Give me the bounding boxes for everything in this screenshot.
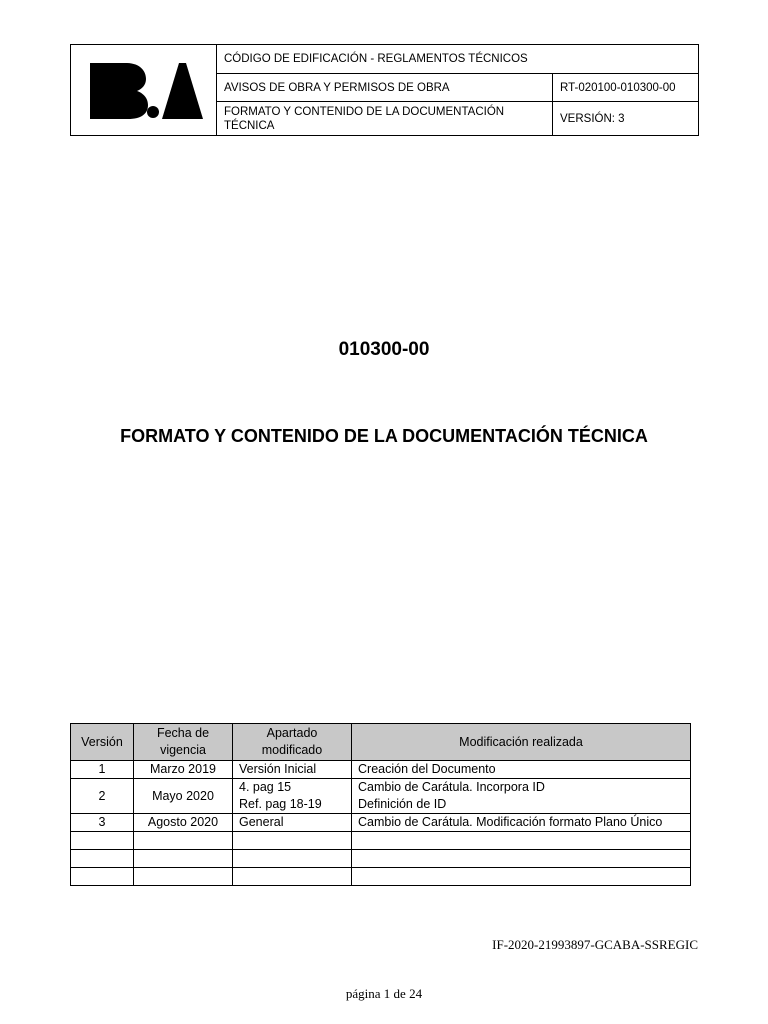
change-line: Definición de ID (358, 797, 447, 811)
column-header: Fecha de vigencia (134, 724, 233, 761)
revision-table (70, 723, 691, 886)
document-code: 010300-00 (338, 339, 430, 360)
column-header: Apartado modificado (233, 724, 352, 761)
version-label: VERSIÓN: 3 (553, 102, 699, 136)
table-row (71, 814, 691, 832)
table-row (71, 761, 691, 779)
ba-logo (71, 45, 217, 136)
section-line: Ref. pag 18-19 (239, 797, 322, 811)
section-line: 4. pag 15 (239, 780, 292, 794)
version-cell: 3 (71, 814, 134, 832)
table-row (71, 779, 691, 814)
date-cell: Mayo 2020 (134, 779, 233, 814)
section-cell (233, 779, 352, 814)
date-cell: Marzo 2019 (134, 761, 233, 779)
empty-row (71, 868, 691, 886)
change-line: Cambio de Carátula. Incorpora ID (358, 780, 545, 794)
version-cell: 1 (71, 761, 134, 779)
section-name: AVISOS DE OBRA Y PERMISOS DE OBRA (217, 74, 553, 102)
document-id: IF-2020-21993897-GCABA-SSREGIC (492, 937, 698, 952)
empty-row (71, 850, 691, 868)
table-header-row (71, 724, 691, 761)
section-cell: General (233, 814, 352, 832)
document-header (70, 44, 699, 136)
column-header: Modificación realizada (352, 724, 691, 761)
change-cell (352, 779, 691, 814)
doc-reference: RT-020100-010300-00 (553, 74, 699, 102)
column-header: Versión (71, 724, 134, 761)
section-cell: Versión Inicial (233, 761, 352, 779)
version-cell: 2 (71, 779, 134, 814)
change-cell: Creación del Documento (352, 761, 691, 779)
date-cell: Agosto 2020 (134, 814, 233, 832)
ba-logo-icon (82, 59, 206, 121)
format-title: FORMATO Y CONTENIDO DE LA DOCUMENTACIÓN TÉCNICA (217, 102, 553, 136)
code-title: CÓDIGO DE EDIFICACIÓN - REGLAMENTOS TÉCNICOS (217, 45, 699, 74)
change-cell: Cambio de Carátula. Modificación formato Plano Único (352, 814, 691, 832)
document-title: FORMATO Y CONTENIDO DE LA DOCUMENTACIÓN TÉCNICA (120, 426, 648, 446)
page-number: página 1 de 24 (345, 986, 423, 1001)
empty-row (71, 832, 691, 850)
